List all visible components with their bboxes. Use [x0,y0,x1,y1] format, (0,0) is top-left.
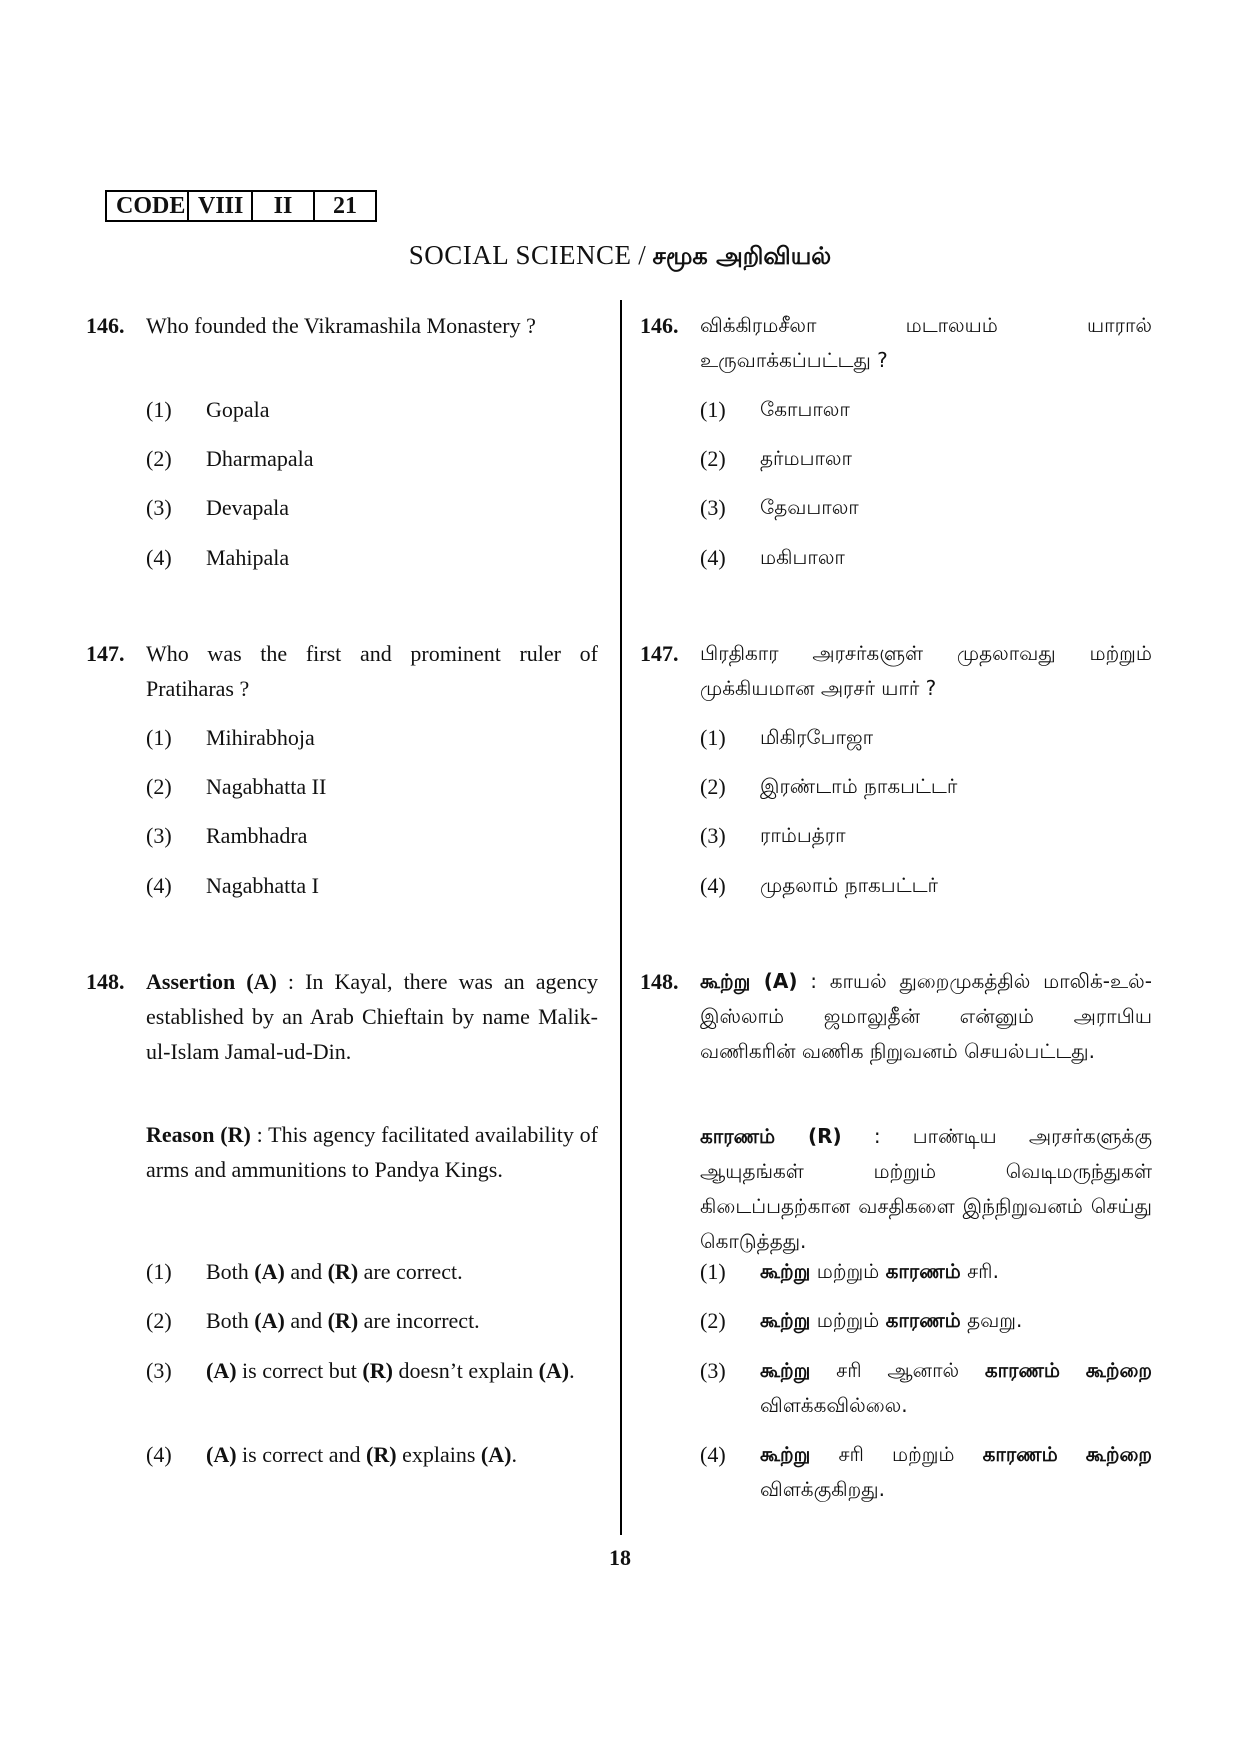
option-fragment-bold: (R) [362,1358,393,1383]
assertion-label: கூற்று (A) [700,969,798,993]
option-text [760,1303,1152,1338]
option [700,1437,1152,1507]
option-number: (1) [146,397,172,422]
option [700,490,1152,525]
option [146,1353,598,1388]
option-text: மிகிரபோஜா [760,725,874,749]
option-number: (4) [700,1442,726,1467]
option-number: (3) [700,1358,726,1383]
code-class: VIII [189,192,253,220]
option-text: Devapala [206,495,290,520]
option [146,1303,598,1338]
option-fragment-bold: (R) [366,1442,397,1467]
option-fragment: is correct and [236,1442,367,1467]
option-text: Gopala [206,397,270,422]
option-number: (3) [700,495,726,520]
option-number: (2) [700,446,726,471]
option-text [760,1437,1152,1507]
option [146,540,598,575]
option [700,441,1152,476]
option-fragment-bold: கூற்று [760,1442,811,1466]
option-fragment: மற்றும் [810,1308,886,1332]
reason-label: காரணம் (R) [700,1124,842,1148]
option [146,720,598,755]
option-text: இரண்டாம் நாகபட்டர் [760,774,958,798]
option-text [760,1254,1152,1289]
question-number: 147. [86,641,125,666]
option [700,1353,1152,1423]
option-fragment-bold: கூற்றை [1085,1442,1153,1466]
option [146,441,598,476]
title-tamil: சமூக அறிவியல் [652,242,832,270]
option [146,818,598,853]
option-fragment-bold: (A) [254,1259,285,1284]
option-fragment: சரி மற்றும் [810,1442,983,1466]
option-number: (2) [146,446,172,471]
option-fragment: விளக்குகிறது. [760,1477,885,1501]
option-text: Nagabhatta I [206,873,319,898]
reason [146,1117,598,1187]
code-label: CODE [107,192,189,220]
code-box [105,190,377,222]
option-text: முதலாம் நாகபட்டர் [760,873,938,897]
option-fragment-bold: காரணம் [885,1259,961,1283]
code-number: 21 [333,193,357,219]
option-fragment: are incorrect. [358,1308,480,1333]
option-fragment-bold: கூற்று [760,1259,811,1283]
option-fragment-bold: (A) [206,1358,237,1383]
title-english: SOCIAL SCIENCE [408,240,632,270]
option-text [206,1254,598,1289]
option-number: (3) [146,823,172,848]
option-text: Mahipala [206,545,290,570]
option-fragment: தவறு. [960,1308,1023,1332]
option-number: (1) [146,1259,172,1284]
assertion-label: Assertion (A) [146,969,277,994]
question-text: விக்கிரமசீலா மடாலயம் யாரால் உருவாக்கப்பட்டது ? [700,313,1152,372]
option-fragment-bold: காரணம் [885,1308,961,1332]
option-fragment: explains [396,1442,481,1467]
code-paper: II [253,192,315,220]
option-fragment: சரி ஆனால் [810,1358,985,1382]
option-fragment: சரி. [960,1259,999,1283]
option-fragment-bold: கூற்று [760,1358,811,1382]
option-fragment-bold: (A) [480,1442,512,1467]
option-text: தர்மபாலா [760,446,852,470]
question-148-ta [640,964,1153,1501]
question-text: பிரதிகார அரசர்களுள் முதலாவது மற்றும் முக்கியமான அரசர் யார் ? [700,641,1152,700]
question-number: 148. [86,969,125,994]
option-fragment: Both [206,1308,255,1333]
option-fragment-bold: (R) [327,1308,359,1333]
option-number: (4) [146,545,172,570]
option-fragment-bold: (A) [206,1442,237,1467]
assertion-text: : In Kayal, there was an agency established by an Arab Chieftain by name Malik-ul-Islam Jamal-ud-Din. [146,969,599,1064]
option [700,769,1152,804]
option-number: (4) [700,873,726,898]
option-text [206,1353,598,1388]
column-divider [620,300,622,1535]
option-fragment [1060,1358,1086,1382]
option-number: (2) [700,774,726,799]
option [146,392,598,427]
option-fragment-bold: கூற்று [760,1308,811,1332]
option-fragment-bold: காரணம் [982,1442,1058,1466]
option-fragment-bold: (A) [538,1358,570,1383]
option-fragment-bold: கூற்றை [1085,1358,1152,1382]
page-title [0,240,1240,273]
question-146-en [86,308,598,570]
option [700,392,1152,427]
option-fragment: and [284,1308,328,1333]
option [700,1254,1152,1289]
question-147-en [86,636,598,898]
option-number: (4) [146,1442,172,1467]
reason-label: Reason (R) [146,1122,251,1147]
option [700,818,1152,853]
option-text: Nagabhatta II [206,774,327,799]
option [146,1254,598,1289]
assertion [700,964,1152,1069]
option-fragment: . [511,1442,517,1467]
question-number: 148. [640,969,679,994]
page-number: 18 [609,1545,631,1570]
option-text: Rambhadra [206,823,308,848]
option-number: (4) [700,545,726,570]
reason-text: : This agency facilitated availability of arms and ammunitions to Pandya Kings. [146,1122,598,1182]
title-separator: / [638,240,646,270]
option-number: (4) [146,873,172,898]
option-fragment: are correct. [358,1259,463,1284]
option-fragment-bold: (A) [254,1308,285,1333]
question-number: 146. [86,313,125,338]
option [700,1303,1152,1338]
question-147-ta [640,636,1152,898]
option-text: ராம்பத்ரா [760,823,846,847]
option-text: கோபாலா [760,397,850,421]
option-number: (1) [700,397,726,422]
option [700,540,1152,575]
option-fragment: விளக்கவில்லை. [760,1393,908,1417]
option-number: (3) [700,823,726,848]
option-fragment: . [569,1358,575,1383]
option-text: மகிபாலா [760,545,845,569]
option-fragment: and [284,1259,328,1284]
question-146-ta [640,308,1152,570]
option-number: (1) [700,725,726,750]
question-number: 147. [640,641,679,666]
option-fragment: doesn’t explain [392,1358,539,1383]
option-fragment-bold: காரணம் [984,1358,1061,1382]
option-number: (2) [700,1308,726,1333]
assertion [146,964,598,1069]
option [700,868,1152,903]
option-text [206,1437,598,1472]
option-fragment: is correct but [236,1358,363,1383]
option [146,868,598,903]
option-text: தேவபாலா [760,495,859,519]
option-fragment: மற்றும் [810,1259,886,1283]
reason-text: : பாண்டிய அரசர்களுக்கு ஆயுதங்கள் மற்றும் வெடிமருந்துகள் கிடைப்பதற்கான வசதிகளை இந்நிறுவனம் செய்து கொடுத்தது. [700,1124,1152,1253]
question-text: Who was the first and prominent ruler of Pratiharas ? [146,641,598,701]
option-number: (3) [146,495,172,520]
option-text [760,1353,1152,1423]
option [146,1437,598,1472]
option-text [206,1303,598,1338]
option-fragment [1058,1442,1086,1466]
question-number: 146. [640,313,679,338]
option-text: Dharmapala [206,446,314,471]
option-number: (1) [700,1259,726,1284]
assertion-text: : காயல் துறைமுகத்தில் மாலிக்-உல்-இஸ்லாம் ஜமாலுதீன் என்னும் அராபிய வணிகரின் வணிக நிறுவனம் செயல்பட்டது. [700,969,1152,1063]
option-fragment: Both [206,1259,255,1284]
reason [700,1119,1152,1259]
option [146,490,598,525]
question-text: Who founded the Vikramashila Monastery ? [146,313,536,338]
option [700,720,1152,755]
option-text: Mihirabhoja [206,725,315,750]
option-number: (2) [146,1308,172,1333]
option-fragment-bold: (R) [327,1259,359,1284]
option-number: (3) [146,1358,172,1383]
option-number: (1) [146,725,172,750]
question-148-en [86,964,599,1467]
option [146,769,598,804]
option-number: (2) [146,774,172,799]
